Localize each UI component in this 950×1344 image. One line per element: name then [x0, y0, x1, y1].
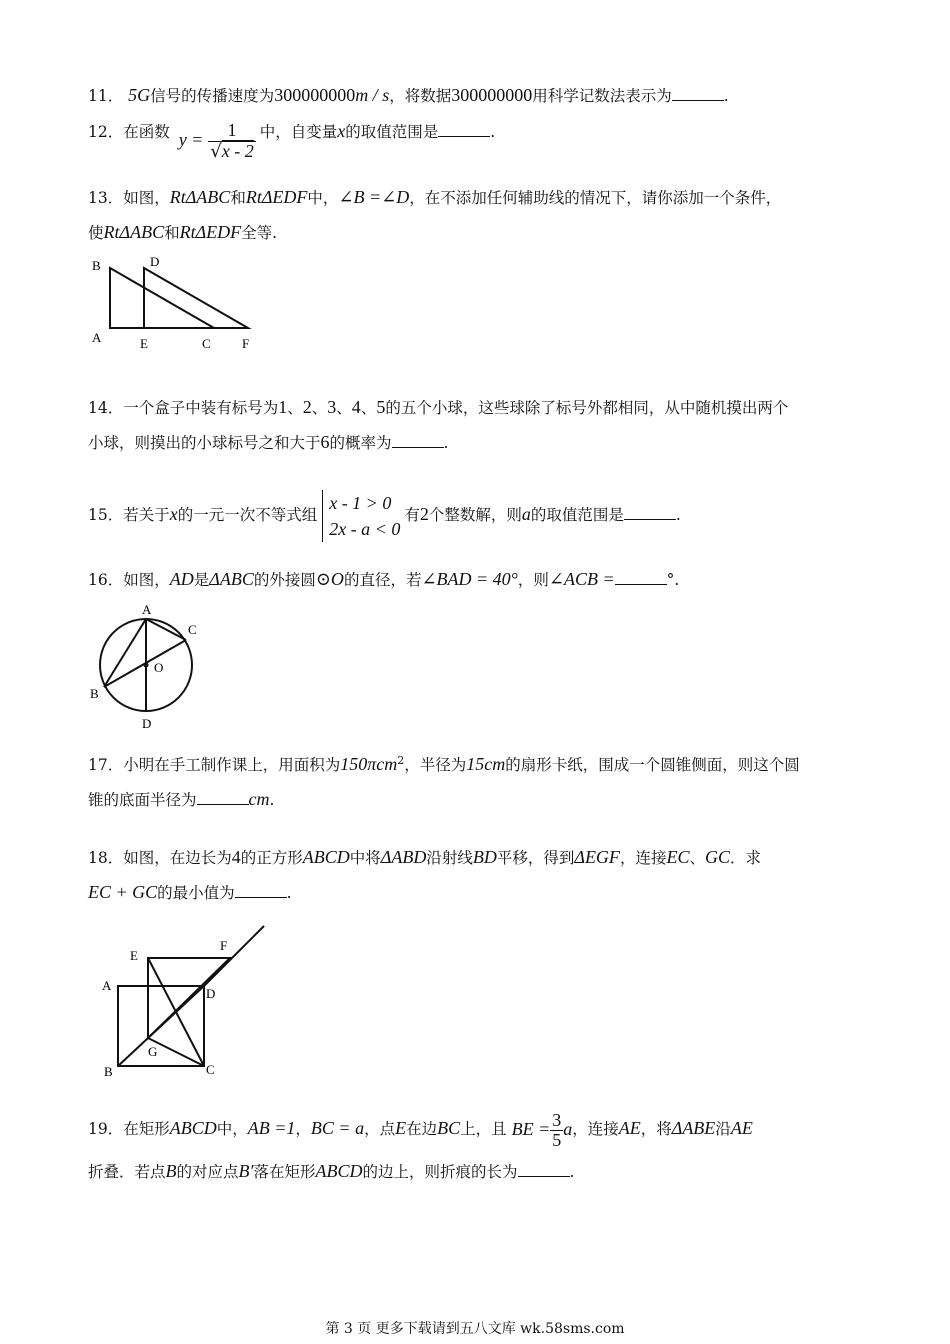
answer-blank [392, 429, 444, 448]
label-D: D [142, 716, 152, 731]
answer-blank [624, 501, 676, 520]
label-G: G [148, 1044, 158, 1059]
answer-blank [615, 566, 667, 585]
label-O: O [154, 660, 164, 675]
label-E: E [130, 948, 138, 963]
label-D: D [150, 254, 160, 269]
label-B: B [104, 1064, 113, 1079]
answer-blank [438, 118, 490, 137]
question-17: 17．小明在手工制作课上，用面积为150πcm$^2$，半径为15cm的扇形卡纸，围成一个圆锥侧面，则这个圆 锥的底面半径为 cm. [88, 754, 800, 810]
label-D: D [206, 986, 216, 1001]
fraction-expression: BE = $\frac{3}{5}$ a [511, 1109, 573, 1151]
page-footer: 第 3 页 更多下载请到五八文库 wk.58sms.com [325, 1321, 625, 1337]
question-13: 13．如图，RtΔABC和RtΔEDF中，∠B =∠D，在不添加任何辅助线的情况下，请你添加一个条件， 使RtΔABC和RtΔEDF全等. [88, 187, 782, 242]
answer-blank [197, 786, 249, 805]
question-19: 19．在矩形ABCD中，AB =1，BC = a，点E在边BC上，且 BE = $\frac{3}{5}$ a，连接AE，将ΔABE沿AE 折叠．若点B的对应点B′落在矩形ABCD的边上，则折痕的长为 . [88, 1109, 753, 1182]
answer-blank [235, 879, 287, 898]
inequality-system: x - 1 > 0 2x - a < 0 [322, 490, 400, 542]
label-C: C [188, 622, 197, 637]
label-F: F [220, 938, 228, 953]
figure-18-square [98, 918, 278, 1083]
answer-blank [672, 82, 724, 101]
question-11: 11． 5G信号的传播速度为300000000m / s，将数据300000000用科学记数法表示为 . [88, 78, 868, 113]
label-C: C [206, 1062, 215, 1077]
label-A: A [102, 978, 112, 993]
label-F: F [242, 336, 250, 351]
figure-16-circle [88, 602, 208, 734]
question-14: 14．一个盒子中装有标号为1、2、3、4、5的五个小球，这些球除了标号外都相同，从中随机摸出两个 小球，则摸出的小球标号之和大于6的概率为 . [88, 397, 789, 452]
question-15: 15．若关于x的一元一次不等式组 x - 1 > 0 2x - a < 0 有2个整数解，则a的取值范围是 . [88, 490, 868, 542]
label-B: B [92, 258, 101, 273]
label-B: B [90, 686, 99, 701]
answer-blank [518, 1158, 570, 1177]
label-A: A [92, 330, 102, 345]
label-A: A [142, 602, 152, 617]
question-18: 18．如图，在边长为4的正方形ABCD中将ΔABD沿射线BD平移，得到ΔEGF，连接EC、GC．求 EC + GC的最小值为 . [88, 847, 762, 902]
figure-13-triangles [88, 252, 268, 352]
label-C: C [202, 336, 211, 351]
label-E: E [140, 336, 148, 351]
function-expression: y = $\frac{1}{√x - 2}$ [178, 119, 254, 162]
question-16: 16．如图，AD是ΔABC的外接圆⊙O的直径，若∠BAD = 40°，则∠ACB = °. [88, 562, 868, 597]
question-12: 12．在函数 y = $\frac{1}{√x - 2}$ 中，自变量x的取值范围是 . [88, 119, 496, 162]
